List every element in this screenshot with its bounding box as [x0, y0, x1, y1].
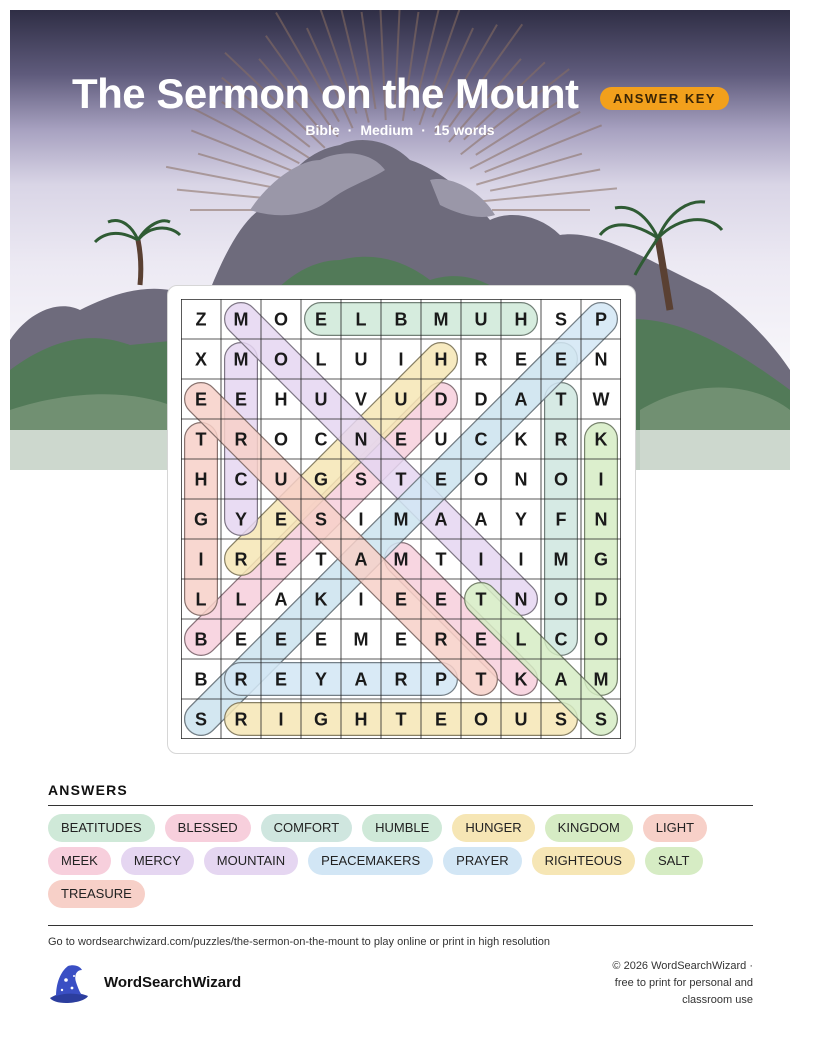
puzzle-meta [0, 122, 800, 138]
answer-chip-mountain: MOUNTAIN [204, 847, 298, 875]
grid-cell: S [314, 509, 328, 530]
grid-cell: T [395, 709, 407, 730]
sun-ray [490, 170, 600, 191]
grid-cell: T [475, 669, 487, 690]
grid-cell: I [198, 549, 204, 570]
grid-cell: P [434, 669, 448, 690]
grid-cell: D [474, 389, 488, 410]
palm-tree-left [95, 221, 180, 285]
answer-chip-kingdom: KINGDOM [545, 814, 633, 842]
grid-cell: M [433, 309, 449, 330]
grid-cell: O [473, 709, 489, 730]
grid-cell: A [434, 509, 448, 530]
answer-list [48, 814, 758, 913]
grid-cell: R [394, 669, 408, 690]
grid-cell: E [234, 389, 248, 410]
grid-cell: W [592, 389, 610, 410]
grid-cell: H [514, 309, 528, 330]
difficulty-label: Medium [360, 122, 414, 138]
word-count-label: 15 words [433, 122, 495, 138]
grid-cell: T [315, 549, 327, 570]
meta-separator: · [421, 122, 426, 138]
grid-cell: M [553, 549, 569, 570]
grid-cell: E [194, 389, 208, 410]
grid-cell: D [594, 589, 608, 610]
grid-cell: R [234, 709, 248, 730]
grid-cell: I [518, 549, 524, 570]
answer-chip-hunger: HUNGER [452, 814, 534, 842]
grid-cell: L [235, 589, 247, 610]
grid-cell: M [233, 349, 249, 370]
answer-chip-light: LIGHT [643, 814, 707, 842]
grid-cell: F [555, 509, 567, 530]
grid-cell: A [514, 389, 528, 410]
grid-cell: M [393, 509, 409, 530]
grid-cell: E [274, 549, 288, 570]
grid-cell: S [594, 709, 608, 730]
grid-cell: N [594, 349, 608, 370]
grid-cell: E [434, 709, 448, 730]
grid-cell: Y [314, 669, 328, 690]
answer-chip-humble: HUMBLE [362, 814, 442, 842]
grid-cell: E [394, 429, 408, 450]
answer-chip-treasure: TREASURE [48, 880, 145, 908]
grid-cell: B [394, 309, 408, 330]
grid-cell: K [314, 589, 328, 610]
grid-cell: G [313, 469, 329, 490]
grid-cell: R [474, 349, 488, 370]
answer-chip-comfort: COMFORT [261, 814, 352, 842]
grid-cell: E [274, 669, 288, 690]
grid-cell: C [554, 629, 568, 650]
grid-cell: H [434, 349, 448, 370]
grid-cell: O [273, 349, 289, 370]
grid-cell: O [273, 429, 289, 450]
answer-chip-righteous: RIGHTEOUS [532, 847, 635, 875]
grid-cell: R [434, 629, 448, 650]
grid-cell: G [313, 709, 329, 730]
grid-cell: M [593, 669, 609, 690]
grid-cell: M [353, 629, 369, 650]
grid-cell: Y [234, 509, 248, 530]
grid-cell: N [354, 429, 368, 450]
divider [48, 925, 753, 926]
grid-cell: A [554, 669, 568, 690]
answer-chip-meek: MEEK [48, 847, 111, 875]
divider [48, 805, 753, 806]
grid-cell: S [354, 469, 368, 490]
grid-cell: E [394, 629, 408, 650]
grid-cell: S [194, 709, 208, 730]
grid-cell: Y [514, 509, 528, 530]
answer-chip-blessed: BLESSED [165, 814, 251, 842]
answer-chip-peacemakers: PEACEMAKERS [308, 847, 433, 875]
grid-cell: U [274, 469, 288, 490]
sun-ray [480, 188, 617, 201]
grid-cell: N [514, 469, 528, 490]
grid-cell: D [434, 389, 448, 410]
grid-cell: U [474, 309, 488, 330]
grid-cell: S [554, 709, 568, 730]
grid-cell: E [274, 629, 288, 650]
grid-cell: M [393, 549, 409, 570]
meta-separator: · [347, 122, 353, 138]
grid-cell: C [474, 429, 488, 450]
grid-cell: I [598, 469, 604, 490]
grid-cell: O [553, 589, 569, 610]
grid-cell: I [478, 549, 484, 570]
grid-cell: T [555, 389, 567, 410]
answer-chip-salt: SALT [645, 847, 703, 875]
grid-cell: B [194, 629, 208, 650]
copyright-line: classroom use [682, 994, 753, 1006]
grid-cell: L [515, 629, 527, 650]
grid-cell: N [594, 509, 608, 530]
grid-cell: E [234, 629, 248, 650]
grid-cell: O [593, 629, 609, 650]
grid-cell: H [274, 389, 288, 410]
copyright-line: © 2026 WordSearchWizard · [612, 960, 753, 972]
sun-ray [198, 154, 292, 182]
grid-cell: N [514, 589, 528, 610]
grid-cell: U [514, 709, 528, 730]
grid-cell: M [233, 309, 249, 330]
grid-cell: T [195, 429, 207, 450]
answer-chip-prayer: PRAYER [443, 847, 522, 875]
grid-cell: L [315, 349, 327, 370]
grid-cell: R [234, 549, 248, 570]
grid-cell: U [394, 389, 408, 410]
grid-cell: X [194, 349, 208, 370]
grid-cell: E [554, 349, 568, 370]
grid-cell: K [514, 429, 528, 450]
grid-cell: O [553, 469, 569, 490]
grid-cell: C [234, 469, 248, 490]
grid-cell: E [474, 629, 488, 650]
grid-cell: S [554, 309, 568, 330]
grid-cell: B [194, 669, 208, 690]
brand-name: WordSearchWizard [104, 974, 242, 991]
grid-cell: T [435, 549, 447, 570]
grid-cell: L [195, 589, 207, 610]
page-title: The Sermon on the Mount [72, 70, 579, 117]
grid-cell: P [594, 309, 608, 330]
grid-cell: U [434, 429, 448, 450]
grid-cell: O [273, 309, 289, 330]
grid-cell: K [594, 429, 608, 450]
grid-cell: K [514, 669, 528, 690]
grid-cell: Z [195, 309, 207, 330]
grid-cell: G [593, 549, 609, 570]
grid-cell: E [434, 589, 448, 610]
grid-cell: I [358, 509, 364, 530]
word-search-grid [181, 299, 621, 739]
grid-cell: E [394, 589, 408, 610]
grid-cell: I [358, 589, 364, 610]
grid-cell: R [234, 429, 248, 450]
grid-cell: G [193, 509, 209, 530]
grid-cell: A [274, 589, 288, 610]
grid-cell: E [314, 309, 328, 330]
grid-cell: O [473, 469, 489, 490]
copyright-notice [533, 958, 753, 1009]
grid-cell: E [514, 349, 528, 370]
grid-cell: E [314, 629, 328, 650]
answers-heading: ANSWERS [48, 782, 128, 798]
grid-cell: H [354, 709, 368, 730]
grid-cell: C [314, 429, 328, 450]
grid-cell: V [354, 389, 368, 410]
grid-cell: A [354, 549, 368, 570]
grid-cell: A [354, 669, 368, 690]
grid-cell: E [434, 469, 448, 490]
grid-cell: A [474, 509, 488, 530]
answer-chip-beatitudes: BEATITUDES [48, 814, 155, 842]
grid-cell: U [354, 349, 368, 370]
grid-cell: I [278, 709, 284, 730]
copyright-line: free to print for personal and [614, 977, 753, 989]
wizard-hat-icon [46, 962, 92, 1004]
grid-cell: T [395, 469, 407, 490]
grid-cell: H [194, 469, 208, 490]
grid-cell: I [398, 349, 404, 370]
grid-cell: R [234, 669, 248, 690]
grid-cell: E [274, 509, 288, 530]
grid-cell: L [355, 309, 367, 330]
grid-cell: T [475, 589, 487, 610]
answer-key-badge: ANSWER KEY [600, 87, 729, 110]
footer-url-text: Go to wordsearchwizard.com/puzzles/the-sermon-on-the-mount to play online or print in high resolution [48, 936, 550, 948]
category-label: Bible [305, 122, 340, 138]
grid-cell: U [314, 389, 328, 410]
grid-cell: R [554, 429, 568, 450]
answer-chip-mercy: MERCY [121, 847, 194, 875]
